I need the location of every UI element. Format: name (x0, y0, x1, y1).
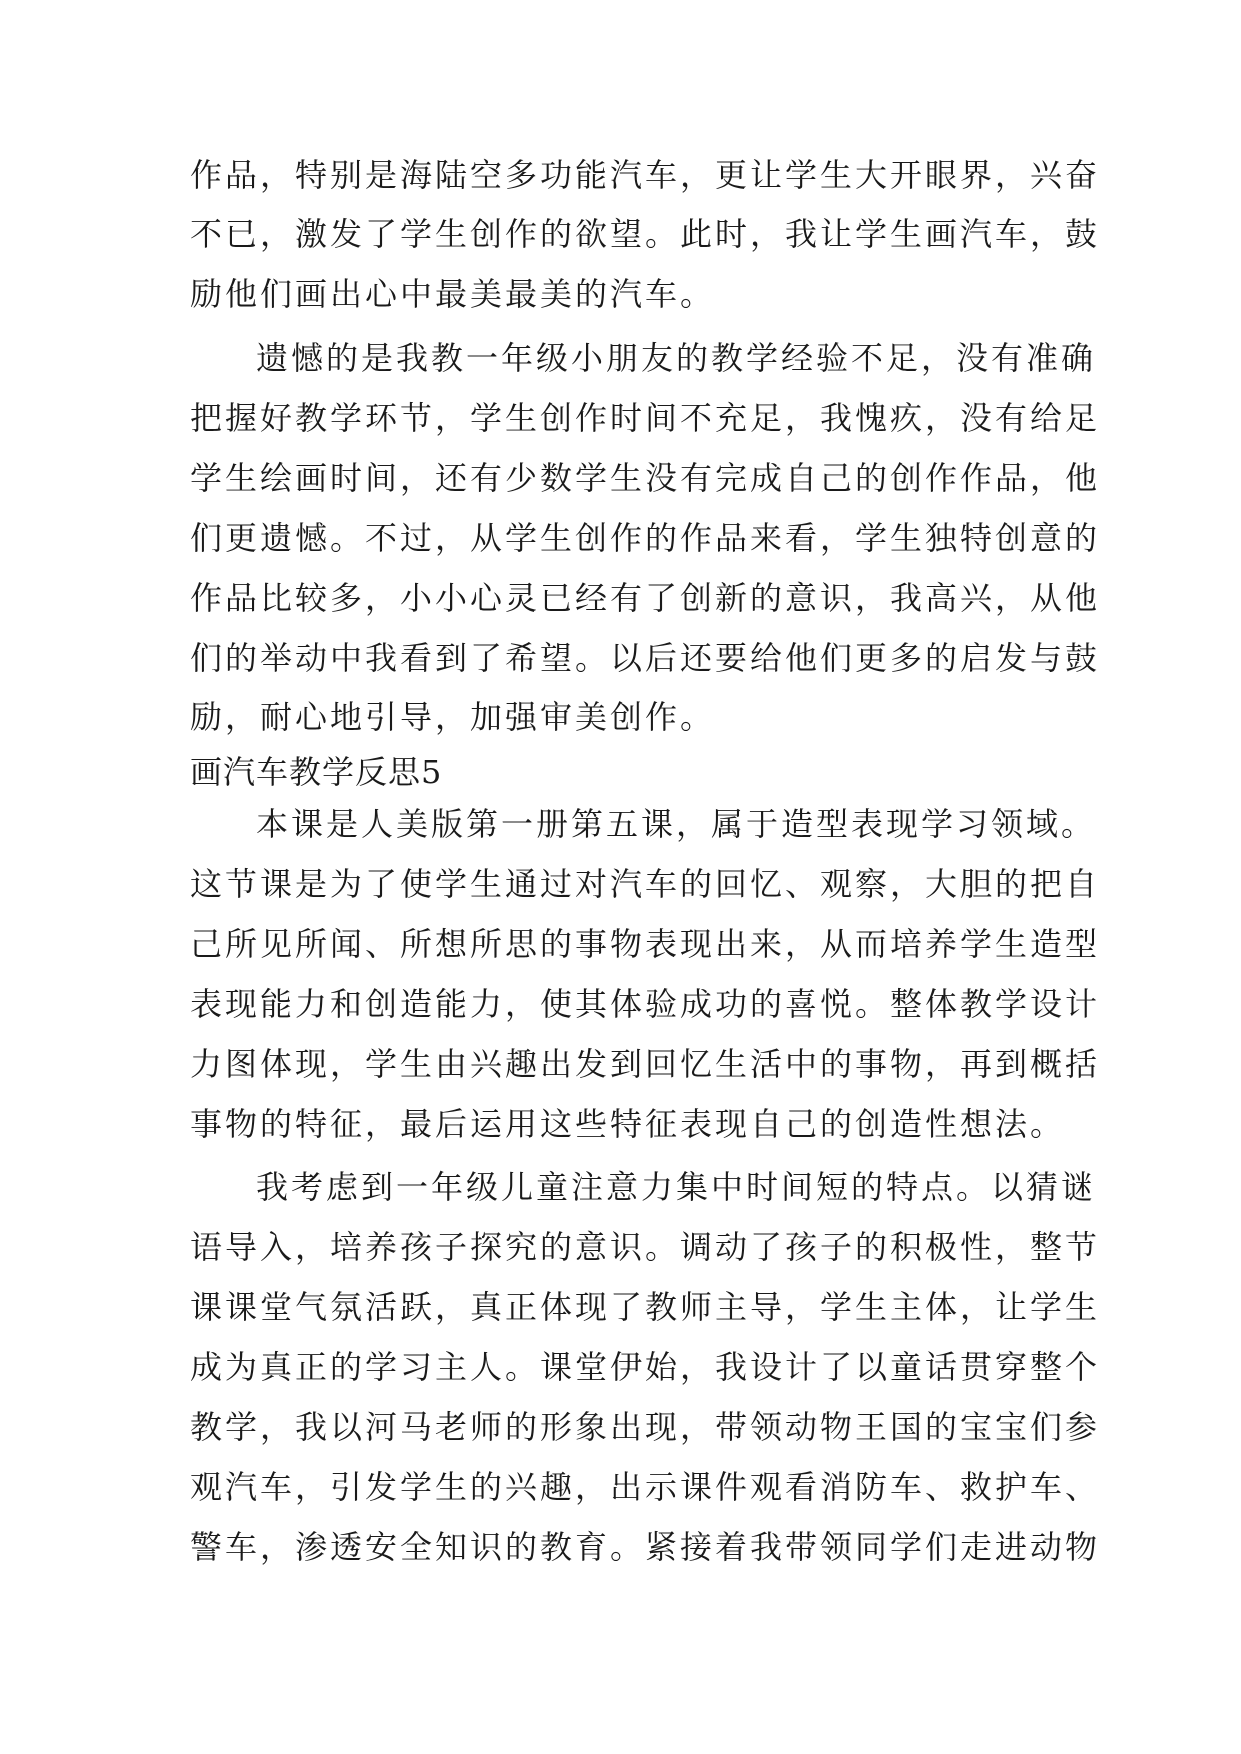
paragraph-line: 遗憾的是我教一年级小朋友的教学经验不足，没有准确 (256, 339, 1097, 377)
paragraph-line: 们更遗憾。不过，从学生创作的作品来看，学生独特创意的 (190, 519, 1101, 557)
paragraph-line: 教学，我以河马老师的形象出现，带领动物王国的宝宝们参 (190, 1408, 1101, 1446)
paragraph-line: 成为真正的学习主人。课堂伊始，我设计了以童话贯穿整个 (190, 1348, 1101, 1386)
paragraph-line: 不已，激发了学生创作的欲望。此时，我让学生画汽车，鼓 (190, 215, 1101, 253)
section-heading: 画汽车教学反思5 (190, 753, 443, 791)
paragraph-line: 学生绘画时间，还有少数学生没有完成自己的创作作品，他 (190, 459, 1101, 497)
paragraph-line: 本课是人美版第一册第五课，属于造型表现学习领域。 (256, 805, 1097, 843)
paragraph-line: 作品，特别是海陆空多功能汽车，更让学生大开眼界，兴奋 (190, 156, 1101, 194)
paragraph-line: 语导入，培养孩子探究的意识。调动了孩子的积极性，整节 (190, 1228, 1101, 1266)
paragraph-line: 们的举动中我看到了希望。以后还要给他们更多的启发与鼓 (190, 639, 1101, 677)
paragraph-line: 事物的特征，最后运用这些特征表现自己的创造性想法。 (190, 1105, 1066, 1143)
paragraph-line: 表现能力和创造能力，使其体验成功的喜悦。整体教学设计 (190, 985, 1101, 1023)
paragraph-line: 我考虑到一年级儿童注意力集中时间短的特点。以猜谜 (256, 1168, 1097, 1206)
paragraph-line: 把握好教学环节，学生创作时间不充足，我愧疚，没有给足 (190, 399, 1101, 437)
paragraph-line: 这节课是为了使学生通过对汽车的回忆、观察，大胆的把自 (190, 865, 1101, 903)
paragraph-line: 观汽车，引发学生的兴趣，出示课件观看消防车、救护车、 (190, 1468, 1101, 1506)
paragraph-line: 励，耐心地引导，加强审美创作。 (190, 698, 716, 736)
paragraph-line: 作品比较多，小小心灵已经有了创新的意识，我高兴，从他 (190, 579, 1101, 617)
paragraph-line: 课课堂气氛活跃，真正体现了教师主导，学生主体，让学生 (190, 1288, 1101, 1326)
paragraph-line: 力图体现，学生由兴趣出发到回忆生活中的事物，再到概括 (190, 1045, 1101, 1083)
paragraph-line: 己所见所闻、所想所思的事物表现出来，从而培养学生造型 (190, 925, 1101, 963)
paragraph-line: 励他们画出心中最美最美的汽车。 (190, 275, 716, 313)
paragraph-line: 警车，渗透安全知识的教育。紧接着我带领同学们走进动物 (190, 1528, 1101, 1566)
